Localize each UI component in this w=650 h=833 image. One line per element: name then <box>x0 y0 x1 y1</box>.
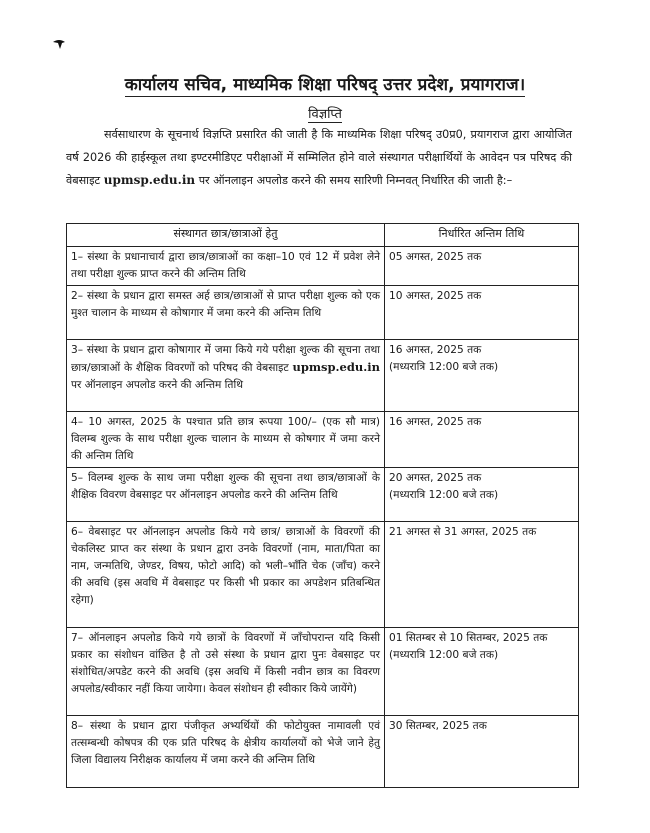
row-date <box>385 340 579 412</box>
row-date <box>385 522 579 628</box>
notice-heading <box>0 104 650 122</box>
office-header <box>0 72 650 95</box>
row-date-line: 10 अगस्त, 2025 तक <box>389 290 482 302</box>
row-date-line: 21 अगस्त से 31 अगस्त, 2025 तक <box>389 526 537 538</box>
row-description: 2– संस्था के प्रधान द्वारा समस्त अर्ह छात्र/छात्राओं से प्राप्त परीक्षा शुल्क को एक मुश्त चालान के माध्यम से कोषागार में जमा करने की अन्तिम तिथि <box>67 286 385 340</box>
website-name: upmsp.edu.in <box>103 173 196 187</box>
row-website-name: upmsp.edu.in <box>292 360 380 374</box>
intro-text-before: सर्वसाधारण के सूचनार्थ विज्ञप्ति प्रसारित की जाती है कि माध्यमिक शिक्षा परिषद् उ0प्र0, प्रयागराज द्वारा आयोजित वर्ष 2026 की हाईस्कूल तथा इण्टरमीडिएट परीक्षाओं में सम्मिलित होने वाले संस्थागत परीक्षार्थियों के आवेदन पत्र परिषद की वेबसाइट <box>66 128 572 187</box>
table-row <box>67 340 579 412</box>
schedule-table <box>66 223 579 788</box>
notice-title: विज्ञप्ति <box>308 107 342 122</box>
row-date-line: 05 अगस्त, 2025 तक <box>389 251 482 263</box>
row-description <box>67 340 385 412</box>
row-description: 1– संस्था के प्रधानाचार्य द्वारा छात्र/छात्राओं का कक्षा–10 एवं 12 में प्रवेश लेने तथा परीक्षा शुल्क प्राप्त करने की अन्तिम तिथि <box>67 247 385 286</box>
row-description: 4– 10 अगस्त, 2025 के पश्चात प्रति छात्र रूपया 100/– (एक सौ मात्र) विलम्ब शुल्क के साथ परीक्षा शुल्क चालान के माध्यम से कोषगार में जमा करने की अन्तिम तिथि <box>67 412 385 468</box>
row-date-note: (मध्यरात्रि 12:00 बजे तक) <box>389 361 499 373</box>
table-row <box>67 412 579 468</box>
row-description: 6– वेबसाइट पर ऑनलाइन अपलोड किये गये छात्र/ छात्राओं के विवरणों की चेकलिस्ट प्राप्त कर संस्था के प्रधान द्वारा उनके विवरणों (नाम, माता/पिता का नाम, जन्मतिथि, जेण्डर, विषय, फोटो आदि) को भली–भाँति चेक (जाँच) करने की अवधि (इस अवधि में वेबसाइट पर किसी भी प्रकार का अपडेशन प्रतिबन्धित रहेगा) <box>67 522 385 628</box>
row-date-line: 30 सितम्बर, 2025 तक <box>389 720 487 732</box>
row-description: 7– ऑनलाइन अपलोड किये गये छात्रों के विवरणों में जाँचोपरान्त यदि किसी प्रकार का संशोधन वांछित है तो उसे संस्था के प्रधान द्वारा पुनः वेबसाइट पर संशोधित/अपडेट करने की अवधि (इस अवधि में किसी नवीन छात्र का विवरण अपलोड/स्वीकार नहीं किया जायेगा। केवल संशोधन ही स्वीकार किये जायेंगे) <box>67 628 385 716</box>
row-date <box>385 286 579 340</box>
row-date-line: 16 अगस्त, 2025 तक <box>389 344 482 356</box>
row-description-text: पर ऑनलाइन अपलोड करने की अन्तिम तिथि <box>71 379 243 391</box>
row-date-note: (मध्यरात्रि 12:00 बजे तक) <box>389 649 499 661</box>
row-description-text: 3– संस्था के प्रधान द्वारा कोषागार में जमा किये गये परीक्षा शुल्क की सूचना तथा छात्र/छात्राओं के शैक्षिक विवरणों को परिषद की वेबसाइट <box>71 344 380 374</box>
row-date-line: 01 सितम्बर से 10 सितम्बर, 2025 तक <box>389 632 548 644</box>
row-date-line: 16 अगस्त, 2025 तक <box>389 416 482 428</box>
intro-text-after: पर ऑनलाइन अपलोड करने की समय सारिणी निम्नवत् निर्धारित की जाती है:– <box>198 174 513 187</box>
column-header-date: निर्धारित अन्तिम तिथि <box>385 224 579 247</box>
row-date-line: 20 अगस्त, 2025 तक <box>389 472 482 484</box>
row-description: 8– संस्था के प्रधान द्वारा पंजीकृत अभ्यर्थियों की फोटोयुक्त नामावली एवं तत्सम्बन्धी कोषपत्र की एक प्रति परिषद के क्षेत्रीय कार्यालयों को भेजे जाने हेतु जिला विद्यालय निरीक्षक कार्यालय में जमा करने की अन्तिम तिथि <box>67 716 385 788</box>
row-date <box>385 412 579 468</box>
row-date <box>385 247 579 286</box>
row-date <box>385 468 579 522</box>
scan-mark-icon <box>52 38 66 50</box>
table-row <box>67 247 579 286</box>
table-row <box>67 628 579 716</box>
row-date <box>385 628 579 716</box>
row-date-note: (मध्यरात्रि 12:00 बजे तक) <box>389 489 499 501</box>
row-date <box>385 716 579 788</box>
intro-paragraph <box>66 123 572 192</box>
table-row <box>67 286 579 340</box>
office-title: कार्यालय सचिव, माध्यमिक शिक्षा परिषद् उत्तर प्रदेश, प्रयागराज। <box>124 75 526 95</box>
row-description: 5– विलम्ब शुल्क के साथ जमा परीक्षा शुल्क की सूचना तथा छात्र/छात्राओं के शैक्षिक विवरण वेबसाइट पर ऑनलाइन अपलोड करने की अन्तिम तिथि <box>67 468 385 522</box>
table-row <box>67 716 579 788</box>
table-header-row <box>67 224 579 247</box>
table-row <box>67 522 579 628</box>
column-header-description: संस्थागत छात्र/छात्राओं हेतु <box>67 224 385 247</box>
table-row <box>67 468 579 522</box>
